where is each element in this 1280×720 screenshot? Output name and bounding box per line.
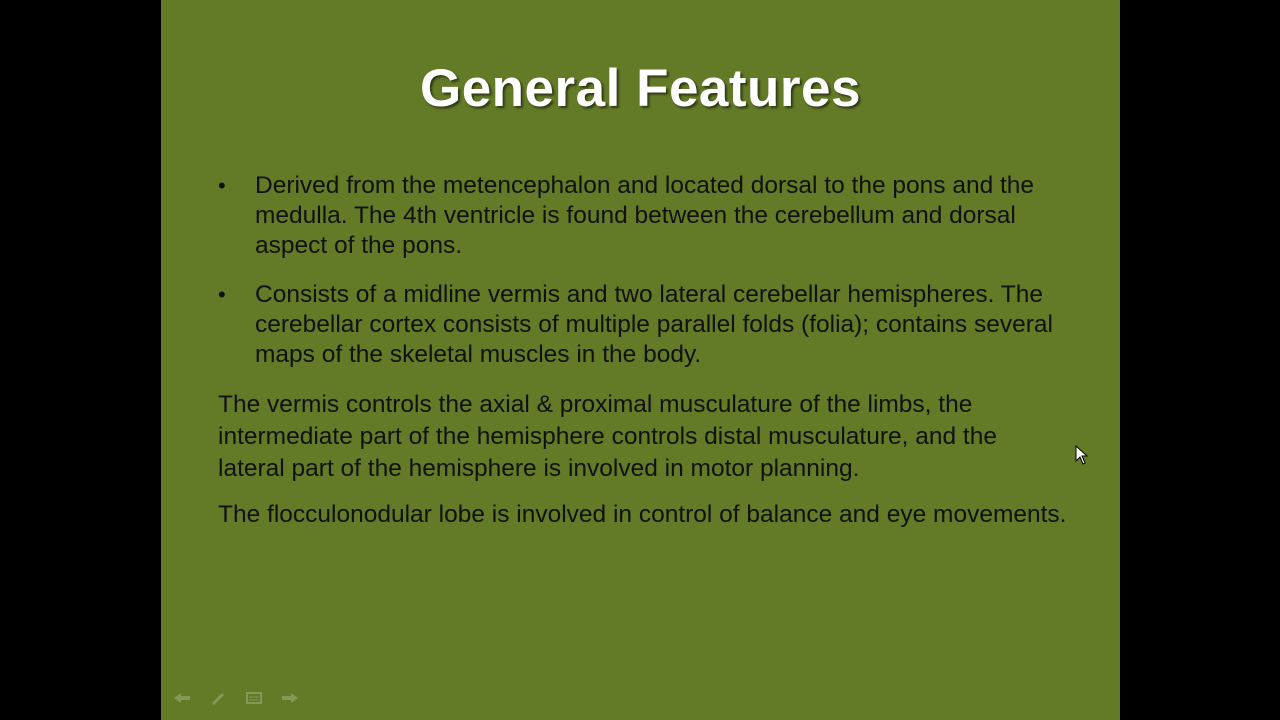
list-item bbox=[218, 280, 1068, 370]
list-item bbox=[218, 171, 1068, 261]
previous-arrow-icon[interactable] bbox=[171, 690, 193, 706]
bullet-list bbox=[218, 171, 1068, 370]
slide-title: General Features bbox=[419, 59, 862, 118]
slide-menu-icon[interactable] bbox=[243, 690, 265, 706]
bullet-text: Consists of a midline vermis and two lateral cerebellar hemispheres. The cerebellar cortex consists of multiple parallel folds (folia); contains several maps of the skeletal muscles in the body. bbox=[255, 281, 1053, 368]
bullet-text: Derived from the metencephalon and located dorsal to the pons and the medulla. The 4th ventricle is found between the cerebellum and dorsal aspect of the pons. bbox=[255, 172, 1035, 259]
pen-icon[interactable] bbox=[207, 690, 229, 706]
mouse-cursor-icon bbox=[1075, 445, 1089, 465]
slide-content bbox=[218, 171, 1068, 545]
next-arrow-icon[interactable] bbox=[279, 690, 301, 706]
paragraph-flocculonodular: The flocculonodular lobe is involved in control of balance and eye movements. bbox=[218, 501, 1067, 528]
bullet-icon: • bbox=[218, 173, 226, 198]
slideshow-toolbar bbox=[171, 690, 301, 706]
paragraph-vermis: The vermis controls the axial & proximal musculature of the limbs, the intermediate part of the hemisphere controls distal musculature, and the lateral part of the hemisphere is involved in motor planning. bbox=[218, 391, 997, 482]
slide bbox=[161, 0, 1120, 720]
bullet-icon: • bbox=[218, 282, 226, 307]
